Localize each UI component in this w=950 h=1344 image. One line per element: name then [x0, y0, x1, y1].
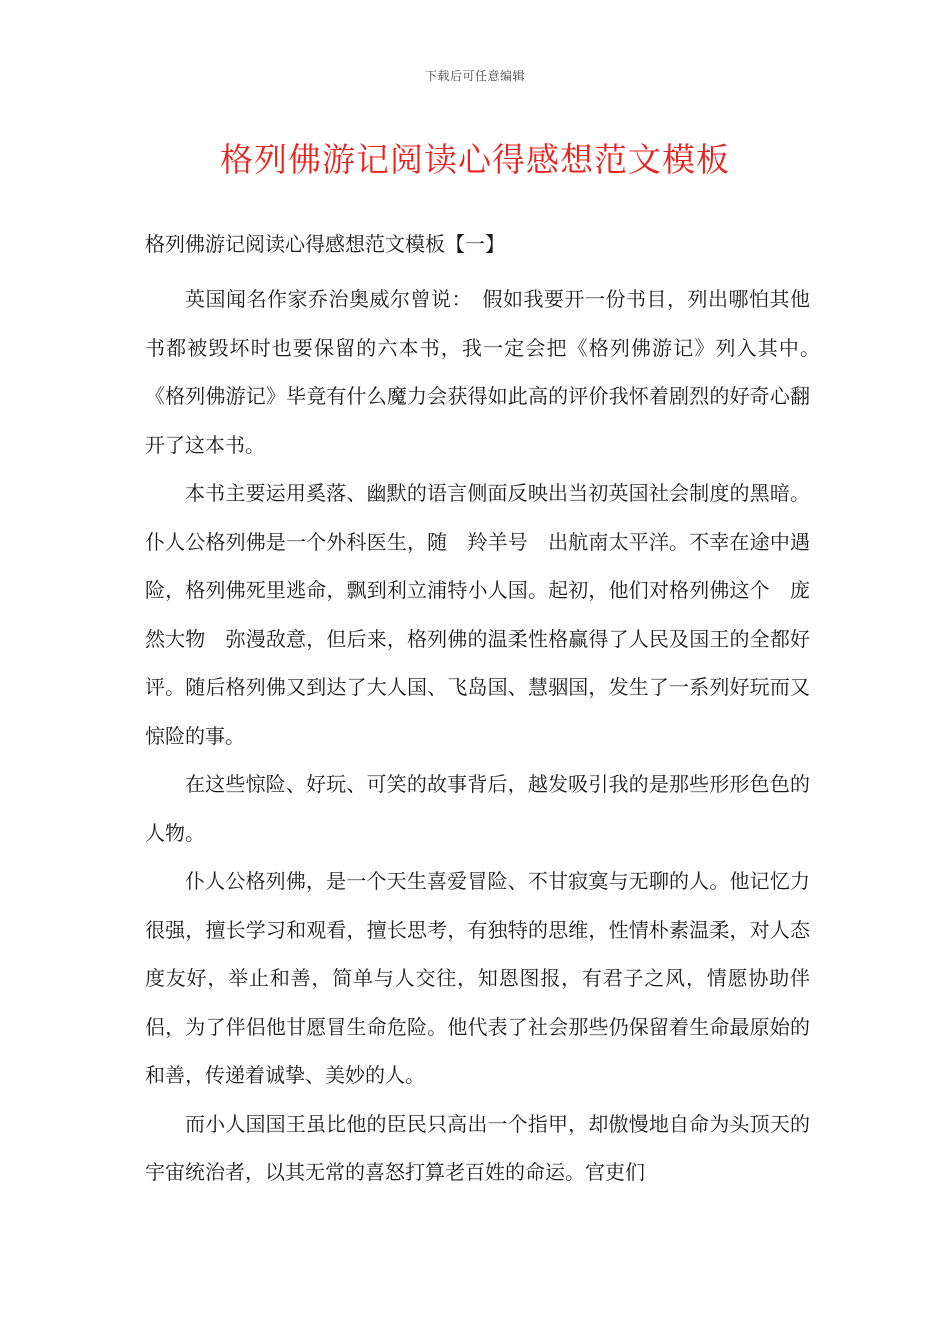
paragraph: 本书主要运用奚落、幽默的语言侧面反映出当初英国社会制度的黑暗。仆人公格列佛是一个外科医生，随 羚羊号 出航南太平洋。不幸在途中遇险，格列佛死里逃命，飘到利立浦特小人国。起初，他们对格列佛这个 庞然大物 弥漫敌意，但后来，格列佛的温柔性格赢得了人民及国王的全都好评。随后格列佛又到达了大人国、飞岛国、慧骃国，发生了一系列好玩而又惊险的事。: [145, 481, 810, 748]
section-heading: 格列佛游记阅读心得感想范文模板【一】: [145, 232, 505, 256]
document-title: 格列佛游记阅读心得感想范文模板: [220, 140, 730, 179]
document-body: [145, 275, 830, 1197]
paragraph: 在这些惊险、好玩、可笑的故事背后，越发吸引我的是那些形形色色的人物。: [145, 772, 810, 845]
header-note: 下载后可任意编辑: [424, 69, 525, 83]
paragraph: 仆人公格列佛，是一个天生喜爱冒险、不甘寂寞与无聊的人。他记忆力很强，擅长学习和观看，擅长思考，有独特的思维，性情朴素温柔，对人态度友好，举止和善，简单与人交往，知恩图报，有君子之风，情愿协助伴侣，为了伴侣他甘愿冒生命危险。他代表了社会那些仍保留着生命最原始的和善，传递着诚挚、美妙的人。: [145, 869, 810, 1087]
paragraph: 英国闻名作家乔治奥威尔曾说： 假如我要开一份书目，列出哪怕其他书都被毁坏时也要保留的六本书，我一定会把《格列佛游记》列入其中。 《格列佛游记》毕竟有什么魔力会获得如此高的评价我怀着剧烈的好奇心翻开了这本书。: [145, 287, 830, 457]
paragraph: 而小人国国王虽比他的臣民只高出一个指甲，却傲慢地自命为头顶天的宇宙统治者，以其无常的喜怒打算老百姓的命运。官吏们: [145, 1111, 810, 1184]
